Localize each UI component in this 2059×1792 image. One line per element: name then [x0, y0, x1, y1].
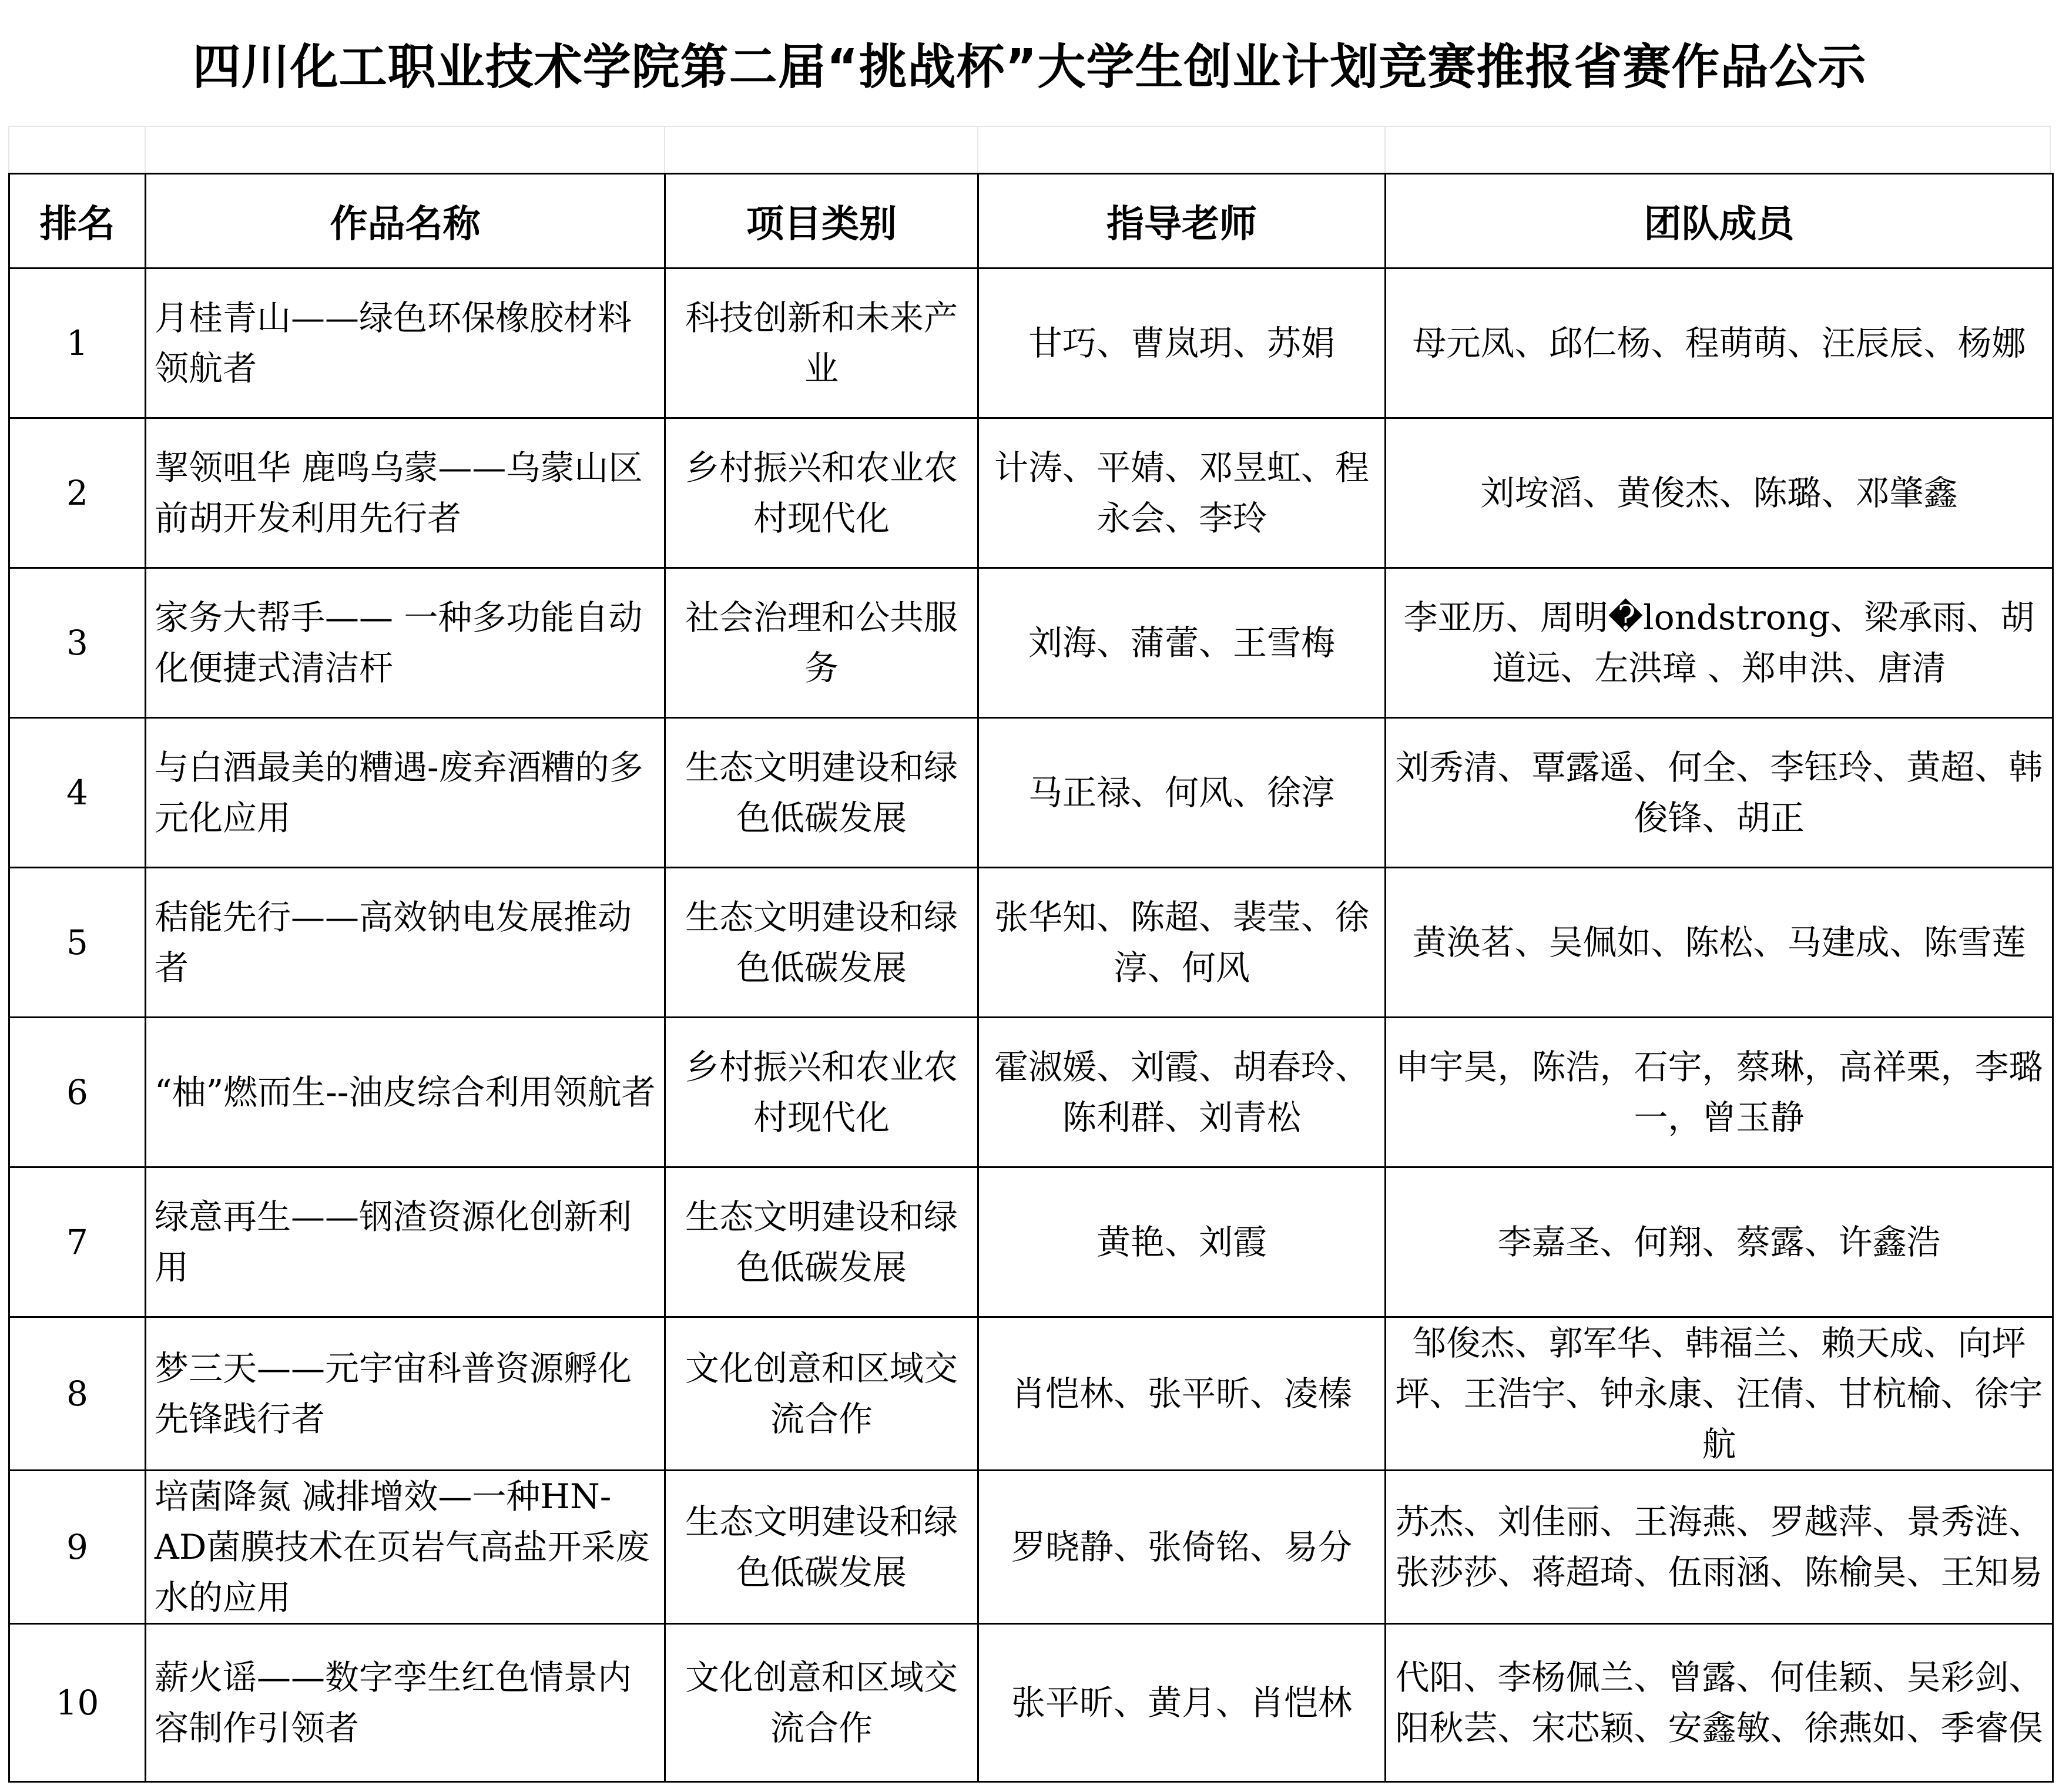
project-name-cell: “柚”燃而生--油皮综合利用领航者 — [146, 1018, 665, 1167]
header-advisors: 指导老师 — [978, 174, 1386, 269]
page-title: 四川化工职业技术学院第二届“挑战杯”大学生创业计划竞赛推报省赛作品公示 — [192, 39, 1867, 95]
category-cell: 科技创新和未来产业 — [665, 269, 978, 418]
category-cell: 文化创意和区域交流合作 — [665, 1317, 978, 1471]
advisors-cell: 肖恺林、张平昕、凌榛 — [978, 1317, 1386, 1471]
gridline — [2050, 127, 2051, 174]
advisors-cell: 马正禄、何风、徐淳 — [978, 718, 1386, 868]
category-cell: 文化创意和区域交流合作 — [665, 1624, 978, 1782]
category-cell: 生态文明建设和绿色低碳发展 — [665, 718, 978, 868]
team-cell: 刘垵滔、黄俊杰、陈璐、邓肇鑫 — [1386, 418, 2053, 568]
team-cell: 刘秀清、覃露遥、何全、李钰玲、黄超、韩俊锋、胡正 — [1386, 718, 2053, 868]
gridline — [977, 127, 978, 174]
project-name-cell: 培菌降氮 减排增效—一种HN-AD菌膜技术在页岩气高盐开采废水的应用 — [146, 1471, 665, 1624]
project-name-cell: 月桂青山——绿色环保橡胶材料领航者 — [146, 269, 665, 418]
rank-cell: 8 — [9, 1317, 146, 1471]
table-row — [9, 1624, 2053, 1782]
team-cell: 代阳、李杨佩兰、曾露、何佳颖、吴彩剑、阳秋芸、宋芯颖、安鑫敏、徐燕如、季睿俣 — [1386, 1624, 2053, 1782]
table-row — [9, 1471, 2053, 1624]
project-name-cell: 薪火谣——数字孪生红色情景内容制作引领者 — [146, 1624, 665, 1782]
project-name-cell: 绿意再生——钢渣资源化创新利用 — [146, 1167, 665, 1317]
team-cell: 申宇昊，陈浩，石宇，蔡琳，高祥栗，李璐一，曾玉静 — [1386, 1018, 2053, 1167]
table-row — [9, 1317, 2053, 1471]
team-cell: 苏杰、刘佳丽、王海燕、罗越萍、景秀涟、张莎莎、蒋超琦、伍雨涵、陈榆昊、王知易 — [1386, 1471, 2053, 1624]
rank-cell: 10 — [9, 1624, 146, 1782]
project-name-cell: 挈领咀华 鹿鸣乌蒙——乌蒙山区前胡开发利用先行者 — [146, 418, 665, 568]
table-row — [9, 868, 2053, 1018]
rank-cell: 9 — [9, 1471, 146, 1624]
table-row — [9, 718, 2053, 868]
team-cell: 邹俊杰、郭军华、韩福兰、赖天成、向坪坪、王浩宇、钟永康、汪倩、甘杭榆、徐宇航 — [1386, 1317, 2053, 1471]
advisors-cell: 张平昕、黄月、肖恺林 — [978, 1624, 1386, 1782]
table-header-row — [9, 174, 2053, 269]
advisors-cell: 计涛、平婧、邓昱虹、程永会、李玲 — [978, 418, 1386, 568]
advisors-cell: 刘海、蒲蕾、王雪梅 — [978, 568, 1386, 718]
gridline — [1384, 127, 1386, 174]
blank-spreadsheet-row — [8, 126, 2051, 174]
gridline — [664, 127, 665, 174]
rank-cell: 2 — [9, 418, 146, 568]
project-name-cell: 家务大帮手—— 一种多功能自动化便捷式清洁杆 — [146, 568, 665, 718]
header-project-name: 作品名称 — [146, 174, 665, 269]
team-cell: 母元凤、邱仁杨、程萌萌、汪辰辰、杨娜 — [1386, 269, 2053, 418]
team-cell: 黄涣茗、吴佩如、陈松、马建成、陈雪莲 — [1386, 868, 2053, 1018]
table-row — [9, 568, 2053, 718]
category-cell: 生态文明建设和绿色低碳发展 — [665, 868, 978, 1018]
category-cell: 社会治理和公共服务 — [665, 568, 978, 718]
project-name-cell: 秸能先行——高效钠电发展推动者 — [146, 868, 665, 1018]
rank-cell: 7 — [9, 1167, 146, 1317]
advisors-cell: 霍淑媛、刘霞、胡春玲、陈利群、刘青松 — [978, 1018, 1386, 1167]
category-cell: 生态文明建设和绿色低碳发展 — [665, 1471, 978, 1624]
header-rank: 排名 — [9, 174, 146, 269]
rank-cell: 3 — [9, 568, 146, 718]
rank-cell: 4 — [9, 718, 146, 868]
header-category: 项目类别 — [665, 174, 978, 269]
project-name-cell: 梦三天——元宇宙科普资源孵化先锋践行者 — [146, 1317, 665, 1471]
gridline — [8, 127, 9, 174]
rank-cell: 6 — [9, 1018, 146, 1167]
team-cell: 李亚历、周明�londstrong、梁承雨、胡道远、左洪璋 、郑申洪、唐清 — [1386, 568, 2053, 718]
team-cell: 李嘉圣、何翔、蔡露、许鑫浩 — [1386, 1167, 2053, 1317]
advisors-cell: 罗晓静、张倚铭、易分 — [978, 1471, 1386, 1624]
header-team-members: 团队成员 — [1386, 174, 2053, 269]
project-name-cell: 与白酒最美的糟遇-废弃酒糟的多元化应用 — [146, 718, 665, 868]
table-row — [9, 1167, 2053, 1317]
advisors-cell: 张华知、陈超、裴莹、徐淳、何风 — [978, 868, 1386, 1018]
gridline — [145, 127, 146, 174]
table-row — [9, 1018, 2053, 1167]
category-cell: 乡村振兴和农业农村现代化 — [665, 1018, 978, 1167]
category-cell: 乡村振兴和农业农村现代化 — [665, 418, 978, 568]
rank-cell: 1 — [9, 269, 146, 418]
table-row — [9, 269, 2053, 418]
advisors-cell: 黄艳、刘霞 — [978, 1167, 1386, 1317]
category-cell: 生态文明建设和绿色低碳发展 — [665, 1167, 978, 1317]
table-row — [9, 418, 2053, 568]
advisors-cell: 甘巧、曹岚玥、苏娟 — [978, 269, 1386, 418]
title-area — [8, 0, 2051, 126]
results-table — [8, 173, 2054, 1783]
rank-cell: 5 — [9, 868, 146, 1018]
